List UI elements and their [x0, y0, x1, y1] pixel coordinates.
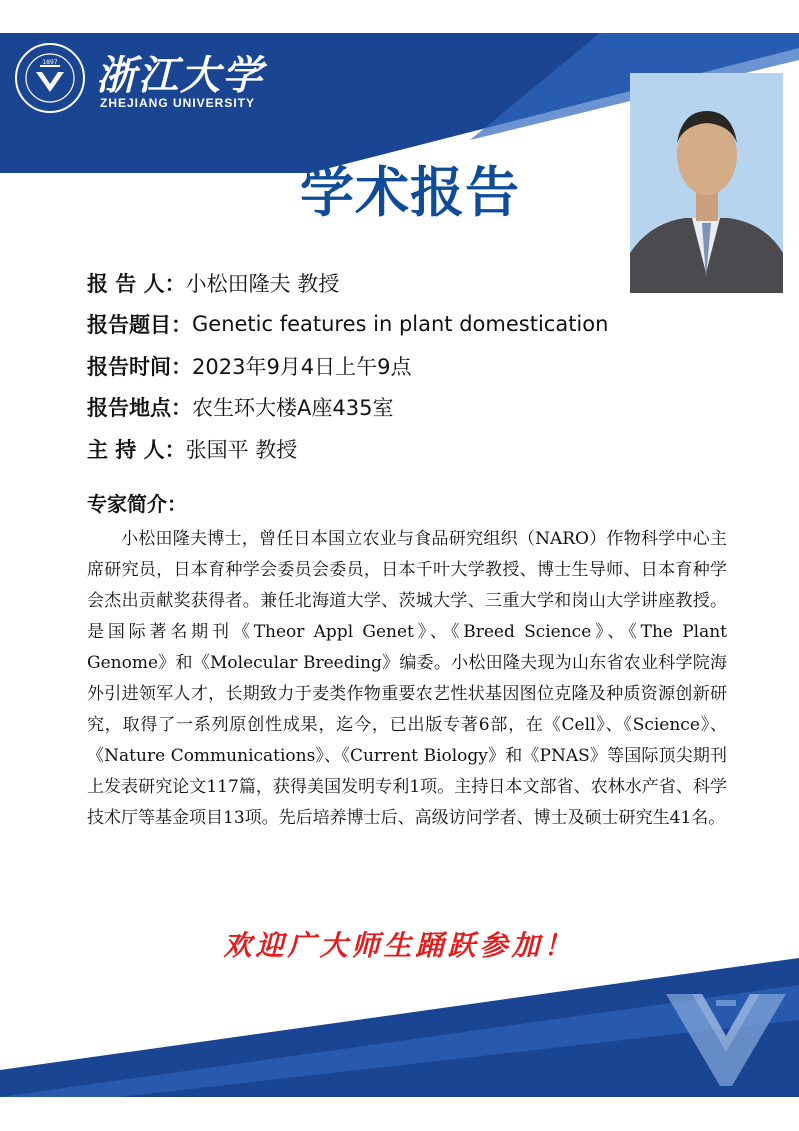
- speaker-portrait: [630, 73, 783, 293]
- info-row-location: [87, 387, 737, 429]
- info-value: 农生环大楼A座435室: [192, 396, 394, 421]
- talk-info: [87, 262, 737, 470]
- welcome-message: 欢迎广大师生踊跃参加！: [223, 929, 576, 962]
- info-label: 报告地点：: [87, 396, 192, 421]
- info-label: 报 告 人：: [87, 271, 186, 296]
- info-value: 张国平 教授: [185, 437, 298, 462]
- logo-year: 1897: [42, 59, 58, 66]
- bio-heading: 专家简介：: [87, 492, 187, 516]
- info-row-topic: [87, 304, 737, 346]
- university-name-cn: 浙江大学: [96, 52, 264, 99]
- info-row-time: [87, 345, 737, 387]
- info-value: 小松田隆夫 教授: [185, 271, 340, 296]
- info-label: 主 持 人：: [87, 437, 186, 462]
- info-row-speaker: [87, 262, 737, 304]
- speaker-photo: [630, 73, 783, 293]
- university-seal-logo: [14, 42, 86, 114]
- info-row-host: [87, 428, 737, 470]
- info-label: 报告时间：: [87, 354, 192, 379]
- info-label: 报告题目：: [87, 313, 192, 338]
- university-name-en: ZHEJIANG UNIVERSITY: [100, 96, 256, 110]
- bio-text: 小松田隆夫博士，曾任日本国立农业与食品研究组织（NARO）作物科学中心主席研究员，日本育种学会委员会委员，日本千叶大学教授、博士生导师、日本育种学会杰出贡献奖获得者。兼任北海道大学、茨城大学、三重大学和岗山大学讲座教授。是国际著名期刊《Theor Appl Genet》、《Breed Science》、《The Plant Genome》和《Molecular Breeding》编委。小松田隆夫现为山东省农业科学院海外引进领军人才，长期致力于麦类作物重要农艺性状基因图位克隆及种质资源创新研究，取得了一系列原创性成果，迄今，已出版专著6部，在《Cell》、《Science》、《Nature Communications》、《Current Biology》和《PNAS》等国际顶尖期刊上发表研究论文117篇，获得美国发明专利1项。主持日本文部省、农林水产省、科学技术厅等基金项目13项。先后培养博士后、高级访问学者、博士及硕士研究生41名。: [87, 529, 727, 828]
- page-title: 学术报告: [300, 161, 520, 224]
- info-value: Genetic features in plant domestication: [192, 312, 609, 337]
- info-value: 2023年9月4日上午9点: [192, 354, 412, 379]
- university-emblem-icon: [662, 990, 790, 1090]
